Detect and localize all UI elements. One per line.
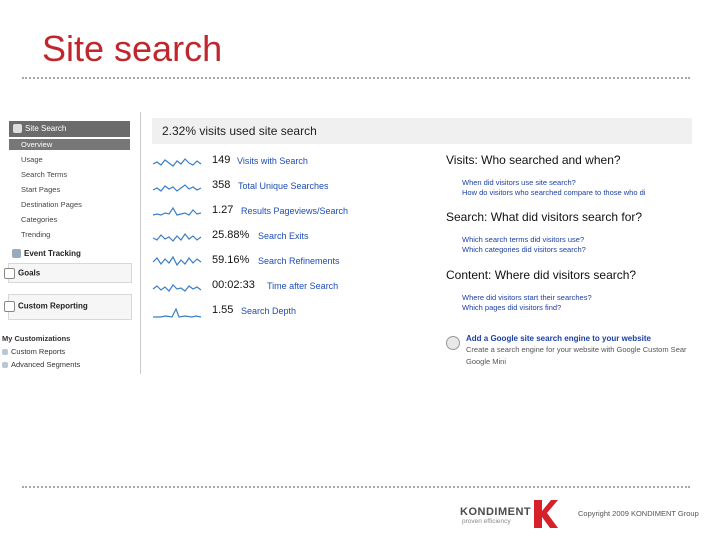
sparkline-icon [152,279,202,295]
metric-row: 1.27 Results Pageviews/Search [152,202,432,224]
sidebar-subitem-destination-pages[interactable]: Destination Pages [21,200,82,209]
slide-title: Site search [42,28,223,69]
summary-header [152,118,692,144]
flag-icon [4,268,15,279]
sidebar-item-goals[interactable]: Goals [4,268,40,279]
sidebar-subitem-overview[interactable]: Overview [9,139,130,150]
metric-link[interactable]: Search Refinements [258,256,340,266]
event-icon [12,249,21,258]
segment-icon [2,362,8,368]
sparkline-icon [152,179,202,195]
top-divider [22,77,690,79]
sparkline-icon [152,304,202,320]
section-heading-visits: Visits: Who searched and when? [446,153,621,167]
sparkline-icon [152,204,202,220]
metric-link[interactable]: Visits with Search [237,156,308,166]
sidebar-subitem-start-pages[interactable]: Start Pages [21,185,61,194]
sparkline-icon [152,154,202,170]
metric-link[interactable]: Results Pageviews/Search [241,206,349,216]
section-heading-content: Content: Where did visitors search? [446,268,637,282]
site-search-overview [152,112,692,372]
summary-text: 2.32% visits used site search [162,124,317,138]
add-search-engine-link[interactable]: Add a Google site search engine to your website [466,334,651,343]
metric-row: 25.88% Search Exits [152,227,432,249]
kondiment-logo: KONDIMENT proven efficiency [460,500,560,530]
list-icon [2,349,8,355]
question-link[interactable]: When did visitors use site search? [462,178,576,187]
question-link[interactable]: How do visitors who searched compare to those who di [462,188,646,197]
metric-link[interactable]: Total Unique Searches [238,181,329,191]
sparkline-icon [152,229,202,245]
question-link[interactable]: Where did visitors start their searches? [462,293,592,302]
report-icon [4,301,15,312]
metric-link[interactable]: Search Exits [258,231,309,241]
sidebar-item-event-tracking[interactable]: Event Tracking [12,249,81,258]
metric-row: 00:02:33 Time after Search [152,277,432,299]
question-link[interactable]: Which categories did visitors search? [462,245,586,254]
sidebar-item-custom-reporting[interactable]: Custom Reporting [4,301,88,312]
question-link[interactable]: Which search terms did visitors use? [462,235,585,244]
bottom-divider [22,486,690,488]
analytics-sidebar [0,103,140,373]
metric-row: 1.55 Search Depth [152,302,432,324]
metric-row: 149 Visits with Search [152,152,432,174]
sidebar-divider [140,112,141,374]
sidebar-subitem-usage[interactable]: Usage [21,155,43,164]
sidebar-item-site-search[interactable]: Site Search [9,121,130,137]
sidebar-subitem-search-terms[interactable]: Search Terms [21,170,68,179]
sparkline-icon [152,254,202,270]
sidebar-item-advanced-segments[interactable]: Advanced Segments [2,360,80,369]
metric-link[interactable]: Search Depth [241,306,297,316]
magnifier-icon [446,336,460,350]
my-customizations-heading: My Customizations [2,334,71,343]
metric-link[interactable]: Time after Search [267,281,339,291]
sidebar-subitem-categories[interactable]: Categories [21,215,58,224]
metric-row: 59.16% Search Refinements [152,252,432,274]
sidebar-subitem-trending[interactable]: Trending [21,230,51,239]
section-heading-search: Search: What did visitors search for? [446,210,643,224]
custom-search-promo: Add a Google site search engine to your website Create a search engine for your website with Google Custom Sear Google Mini [446,332,692,372]
sidebar-item-custom-reports[interactable]: Custom Reports [2,347,65,356]
k-mark-icon [534,500,558,528]
question-link[interactable]: Which pages did visitors find? [462,303,562,312]
copyright-text: Copyright 2009 KONDIMENT Group [578,509,699,518]
search-icon [13,124,22,133]
metric-row: 358 Total Unique Searches [152,177,432,199]
